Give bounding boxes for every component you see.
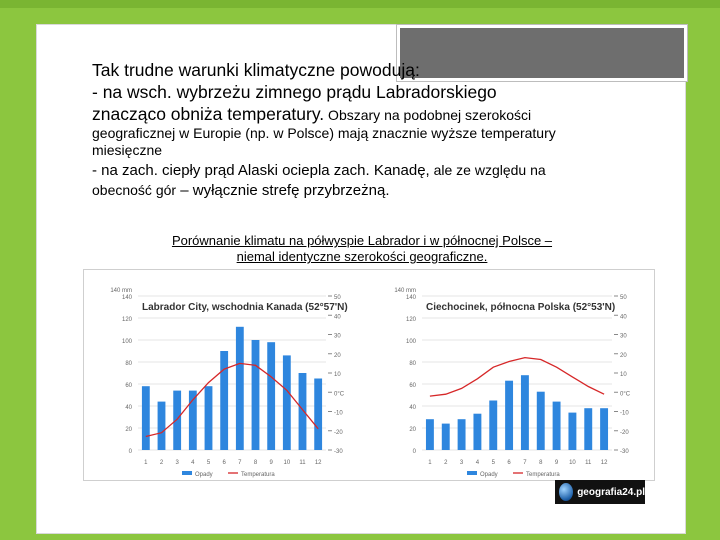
right-tick-label: -10: [620, 410, 629, 417]
left-tick-label: 100: [121, 339, 132, 345]
slide: [36, 24, 686, 534]
precip-bar: [267, 342, 275, 450]
climate-charts: [83, 269, 655, 481]
right-tick-label: 50: [334, 295, 341, 301]
precip-bar: [521, 375, 529, 450]
left-axis-unit: 140 mm: [110, 288, 132, 294]
precip-bar: [505, 381, 513, 450]
month-tick-label: 9: [269, 460, 273, 466]
month-tick-label: 7: [523, 460, 527, 466]
text-line-6-small: ale ze względu na: [429, 162, 546, 178]
caption-line-2: niemal identyczne szerokości geograficzne.: [236, 249, 488, 264]
right-tick-label: 40: [620, 314, 627, 321]
precip-bar: [442, 424, 450, 450]
right-tick-label: 0°C: [334, 391, 345, 398]
month-tick-label: 1: [144, 460, 148, 466]
right-tick-label: 0°C: [620, 391, 631, 398]
month-tick-label: 8: [253, 460, 258, 466]
month-tick-label: 3: [175, 460, 179, 466]
left-tick-label: 80: [125, 361, 132, 367]
legend-swatch-precip: [467, 471, 477, 475]
logo-text: geografia24.pl: [577, 486, 645, 498]
precip-bar: [158, 402, 166, 450]
month-tick-label: 8: [539, 460, 543, 466]
text-line-5: miesięczne: [92, 142, 163, 158]
charts-svg: [84, 270, 654, 480]
temperature-line: [146, 363, 318, 436]
right-tick-label: 10: [334, 372, 341, 378]
chart-title-1: Labrador City, wschodnia Kanada (52°57'N): [142, 302, 348, 313]
precip-bar: [220, 351, 228, 450]
right-tick-label: -20: [334, 429, 343, 436]
left-axis-unit: 140 mm: [394, 288, 416, 294]
precip-bar: [252, 340, 260, 450]
precip-bar: [236, 327, 244, 450]
text-line-2: - na wsch. wybrzeżu zimnego prądu Labradorskiego: [92, 82, 497, 102]
left-tick-label: 60: [409, 383, 416, 389]
legend-label-precip: Opady: [480, 472, 498, 478]
month-tick-label: 1: [428, 460, 432, 466]
month-tick-label: 10: [283, 460, 291, 466]
left-tick-label: 80: [409, 361, 416, 367]
text-line-3: [92, 103, 662, 125]
month-tick-label: 4: [475, 460, 480, 466]
month-tick-label: 11: [585, 460, 592, 466]
precip-bar: [537, 392, 545, 450]
month-tick-label: 6: [507, 460, 511, 466]
right-tick-label: 40: [334, 314, 341, 321]
precip-bar: [426, 419, 434, 450]
slide-text: [92, 59, 662, 201]
left-tick-label: 100: [405, 339, 416, 345]
text-line-7-small: obecność gór: [92, 182, 177, 198]
right-tick-label: -30: [620, 449, 629, 455]
precip-bar: [553, 402, 561, 450]
right-tick-label: 30: [334, 333, 341, 340]
right-tick-label: 30: [620, 333, 627, 340]
text-line-7: [92, 181, 662, 201]
right-tick-label: 50: [620, 295, 627, 301]
month-tick-label: 10: [569, 460, 576, 466]
precip-bar: [299, 373, 307, 450]
temperature-line: [430, 358, 604, 397]
right-tick-label: 10: [620, 372, 627, 378]
text-line-7-main: – wyłącznie strefę przybrzeżną.: [176, 182, 390, 199]
legend-label-temp: Temperatura: [526, 472, 560, 478]
month-tick-label: 7: [238, 460, 242, 466]
text-line-6: [92, 161, 662, 181]
left-tick-label: 0: [128, 449, 132, 455]
month-tick-label: 4: [191, 460, 195, 466]
precip-bar: [489, 401, 497, 451]
left-tick-label: 60: [125, 383, 132, 389]
precip-bar: [584, 408, 592, 450]
precip-bar: [314, 379, 322, 451]
month-tick-label: 11: [299, 460, 306, 466]
globe-icon: [559, 483, 573, 501]
text-line-4: geograficznej w Europie (np. w Polsce) mają znacznie wyższe temperatury: [92, 125, 556, 141]
left-tick-label: 40: [125, 405, 132, 411]
right-tick-label: -30: [334, 449, 343, 455]
month-tick-label: 6: [222, 460, 226, 466]
month-tick-label: 5: [491, 460, 495, 466]
left-tick-label: 120: [121, 317, 132, 323]
right-tick-label: 20: [620, 352, 627, 359]
precip-bar: [568, 413, 576, 450]
left-tick-label: 140: [405, 295, 416, 301]
chart-title-2: Ciechocinek, północna Polska (52°53'N): [426, 302, 616, 313]
text-line-3-main: znacząco obniża temperatury.: [92, 104, 325, 124]
top-stripe: [0, 0, 720, 8]
left-tick-label: 120: [405, 317, 416, 323]
site-logo[interactable]: [555, 480, 645, 504]
precip-bar: [173, 391, 181, 450]
month-tick-label: 5: [206, 460, 211, 466]
text-line-1: Tak trudne warunki klimatyczne powodują:: [92, 60, 420, 80]
month-tick-label: 3: [459, 460, 464, 466]
right-tick-label: 20: [334, 352, 341, 359]
precip-bar: [600, 408, 608, 450]
left-tick-label: 140: [121, 295, 132, 301]
precip-bar: [205, 386, 213, 450]
right-tick-label: -10: [334, 410, 343, 417]
month-tick-label: 2: [159, 460, 164, 466]
legend-label-temp: Temperatura: [241, 472, 275, 478]
month-tick-label: 12: [314, 460, 322, 466]
precip-bar: [142, 386, 150, 450]
caption-line-1: Porównanie klimatu na półwyspie Labrador i w północnej Polsce –: [171, 233, 553, 248]
precip-bar: [473, 414, 481, 450]
left-tick-label: 40: [409, 405, 416, 411]
left-tick-label: 20: [409, 427, 416, 433]
text-line-6-main: - na zach. ciepły prąd Alaski ociepla zach. Kanadę,: [92, 162, 430, 179]
precip-bar: [283, 355, 291, 450]
precip-bar: [458, 419, 466, 450]
text-line-3-small: Obszary na podobnej szerokości: [324, 107, 532, 123]
legend-label-precip: Opady: [195, 472, 213, 478]
left-tick-label: 0: [412, 449, 416, 455]
left-tick-label: 20: [125, 427, 132, 433]
month-tick-label: 2: [444, 460, 448, 466]
right-tick-label: -20: [620, 429, 629, 436]
month-tick-label: 12: [600, 460, 608, 466]
legend-swatch-precip: [182, 471, 192, 475]
chart-caption: [117, 233, 607, 265]
month-tick-label: 9: [554, 460, 559, 466]
